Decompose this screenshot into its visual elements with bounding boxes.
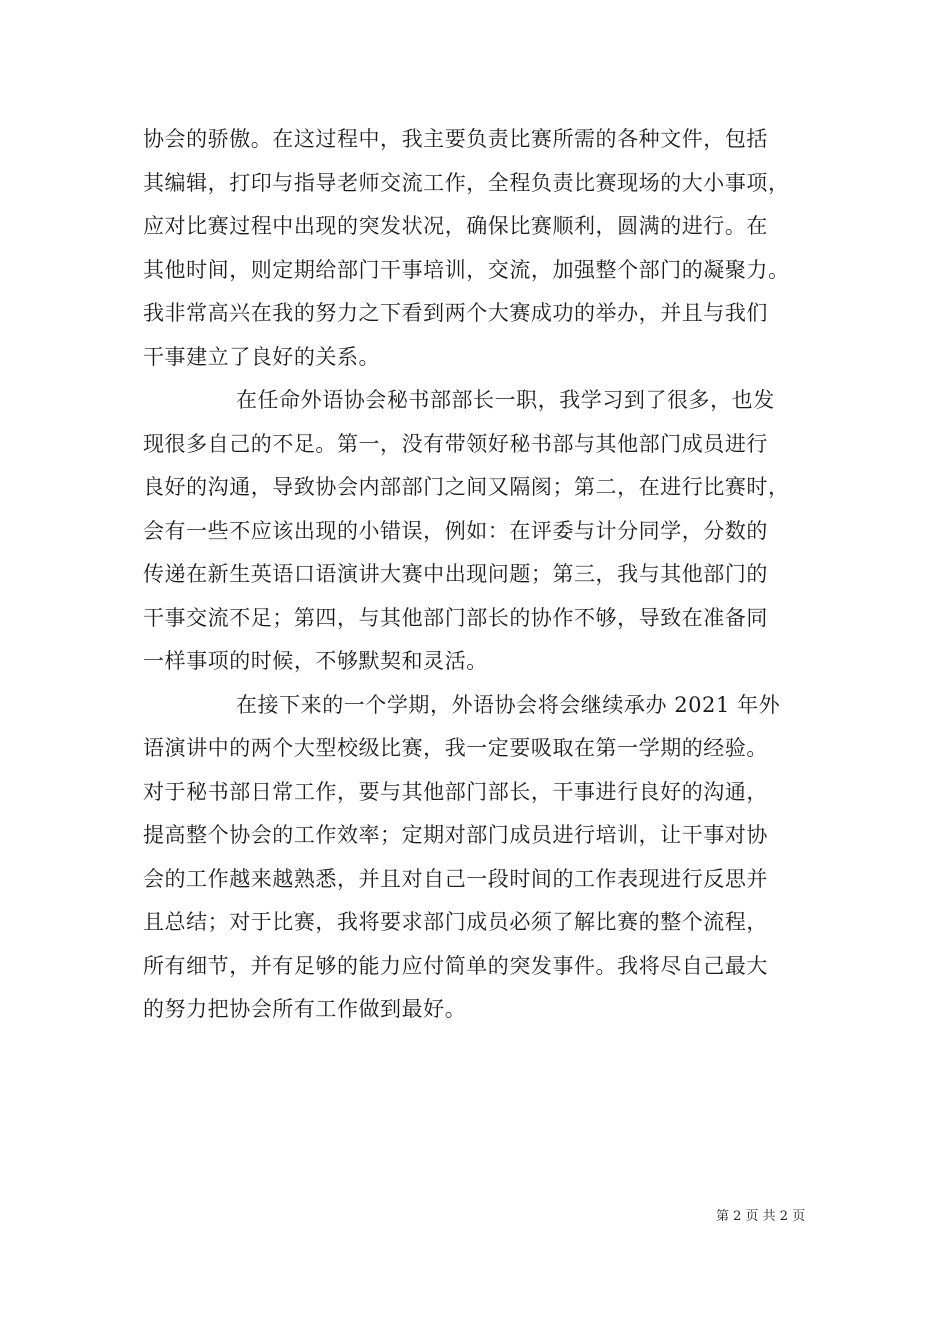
paragraph-line: 传递在新生英语口语演讲大赛中出现问题；第三，我与其他部门的 (143, 562, 768, 586)
paragraph-line: 其他时间，则定期给部门干事培训，交流，加强整个部门的凝聚力。 (143, 257, 790, 282)
paragraph-1 (143, 118, 813, 379)
paragraph-line: 语演讲中的两个大型校级比赛，我一定要吸取在第一学期的经验。 (143, 736, 768, 760)
paragraph-line: 良好的沟通，导致协会内部部门之间又隔阂；第二，在进行比赛时， (143, 475, 790, 499)
paragraph-line: 的努力把协会所有工作做到最好。 (143, 997, 467, 1021)
paragraph-line: 对于秘书部日常工作，要与其他部门部长，干事进行良好的沟通， (143, 779, 768, 804)
paragraph-line: 会的工作越来越熟悉，并且对自己一段时间的工作表现进行反思并 (143, 866, 768, 891)
paragraph-3 (143, 684, 813, 1032)
paragraph-line: 其编辑，打印与指导老师交流工作，全程负责比赛现场的大小事项， (143, 170, 790, 195)
paragraph-line: 所有细节，并有足够的能力应付简单的突发事件。我将尽自己最大 (143, 953, 768, 978)
paragraph-first-line: 在接下来的一个学期，外语协会将会继续承办 2021 年外 (236, 692, 781, 717)
page-number-footer: 第 2 页 共 2 页 (716, 1209, 806, 1224)
paragraph-line: 现很多自己的不足。第一，没有带领好秘书部与其他部门成员进行 (143, 431, 768, 456)
paragraph-line: 会有一些不应该出现的小错误，例如：在评委与计分同学，分数的 (143, 518, 768, 543)
paragraph-line: 且总结；对于比赛，我将要求部门成员必须了解比赛的整个流程， (143, 910, 768, 934)
paragraph-first-line: 在任命外语协会秘书部部长一职，我学习到了很多，也发 (236, 388, 775, 412)
paragraph-line: 干事交流不足；第四，与其他部门部长的协作不够，导致在准备同 (143, 605, 768, 630)
paragraph-line: 干事建立了良好的关系。 (143, 344, 381, 369)
paragraph-line: 提高整个协会的工作效率；定期对部门成员进行培训，让干事对协 (143, 823, 768, 847)
paragraph-line: 一样事项的时候，不够默契和灵活。 (143, 649, 488, 673)
paragraph-line: 我非常高兴在我的努力之下看到两个大赛成功的举办，并且与我们 (143, 301, 768, 325)
paragraph-line: 协会的骄傲。在这过程中，我主要负责比赛所需的各种文件，包括 (143, 127, 768, 151)
paragraph-2 (143, 379, 813, 684)
document-body (143, 118, 813, 1032)
paragraph-line: 应对比赛过程中出现的突发状况，确保比赛顺利，圆满的进行。在 (143, 214, 768, 238)
